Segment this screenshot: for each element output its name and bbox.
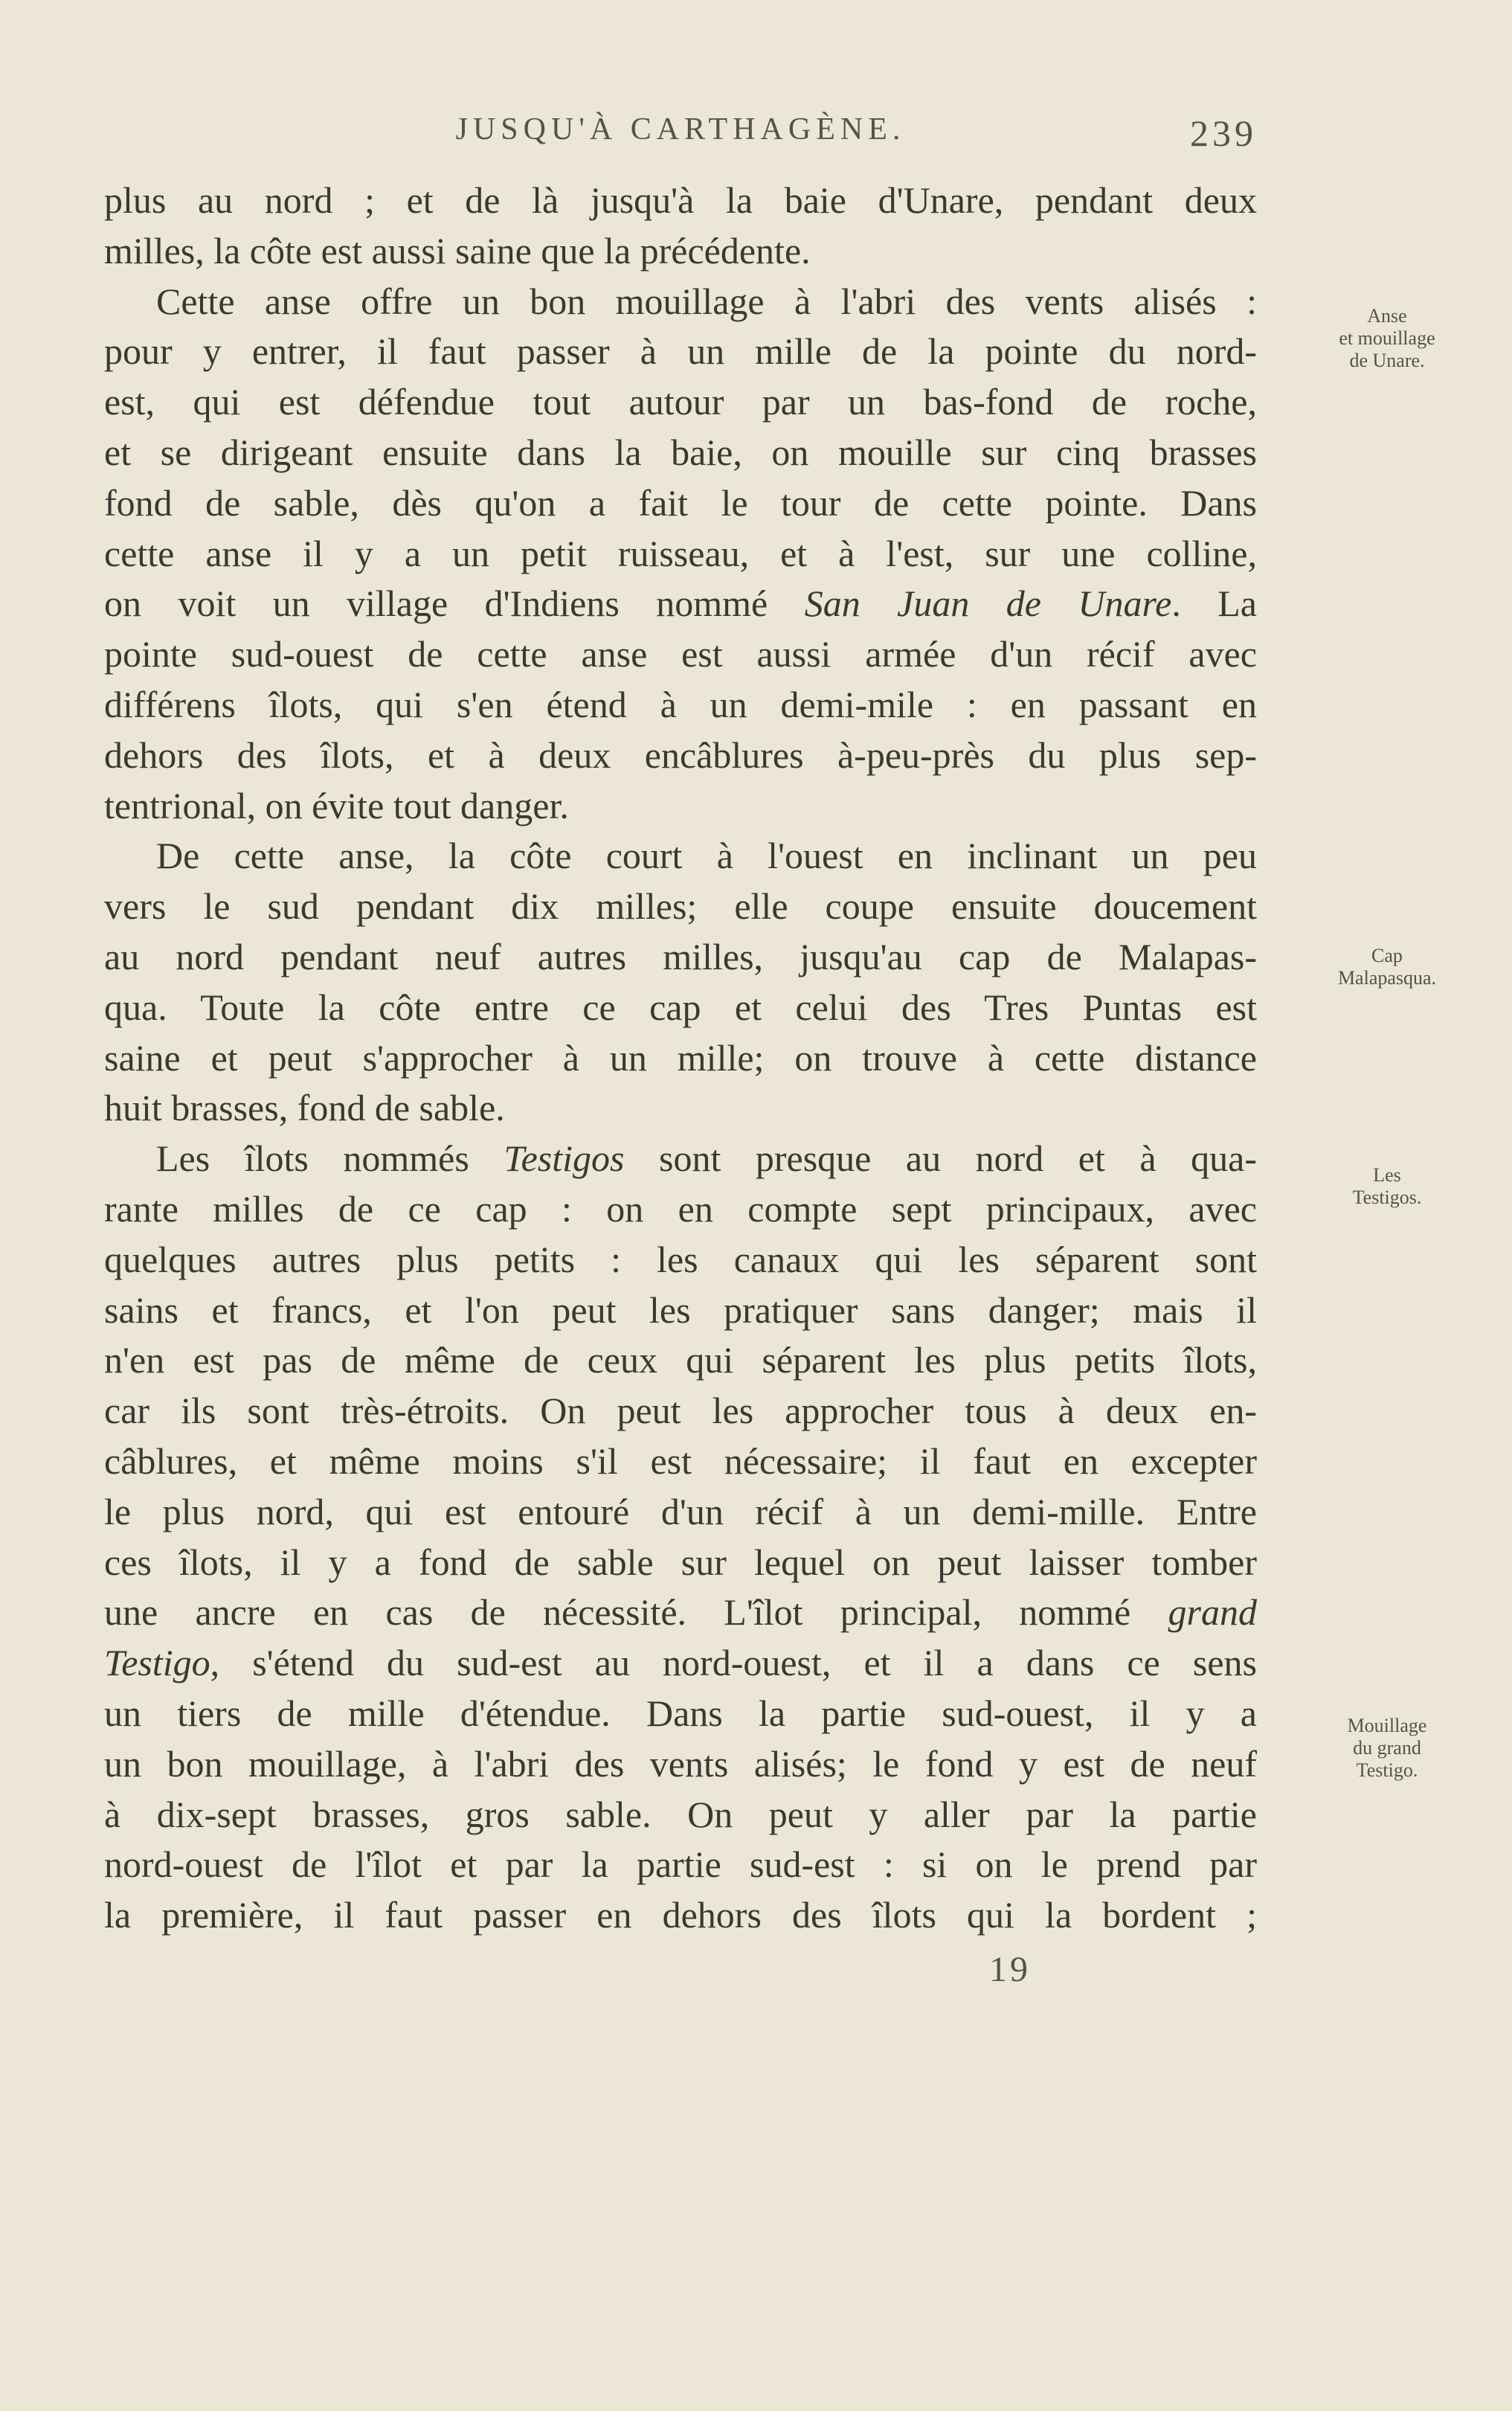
text-line [104,629,1257,680]
text-segment: le plus nord, qui est entouré d'un récif à un demi-mille. Entre [104,1490,1257,1532]
text-line [104,781,1257,832]
text-line [104,1638,1257,1689]
text-segment: De cette anse, la côte court à l'ouest en inclinant un peu [156,835,1257,877]
text-segment: Les îlots nommés [156,1137,504,1180]
text-line [104,327,1257,377]
text-line [104,1335,1257,1386]
text-line [104,731,1257,781]
text-segment: sains et francs, et l'on peut les pratiquer sans danger; mais il [104,1288,1257,1331]
margin-note [1268,945,1506,989]
text-line [104,1587,1257,1638]
text-line [104,428,1257,478]
page-number: 239 [1190,112,1257,154]
text-line [104,680,1257,731]
text-line [104,983,1257,1033]
text-line [104,1689,1257,1739]
text-line [104,932,1257,983]
margin-note-line: Testigo. [1356,1759,1418,1781]
text-line [104,1739,1257,1790]
text-line [104,1285,1257,1336]
text-line [104,1436,1257,1487]
text-segment: au nord pendant neuf autres milles, jusqu'au cap de Malapas- [104,935,1257,977]
margin-note-line: et mouillage [1339,327,1435,349]
text-segment: câblures, et même moins s'il est nécessaire; il faut en excepter [104,1439,1257,1482]
text-segment: Cette anse offre un bon mouillage à l'abri des vents alisés : [156,280,1257,322]
text-line [104,1184,1257,1235]
text-line [104,377,1257,428]
text-segment: saine et peut s'approcher à un mille; on trouve à cette distance [104,1036,1257,1079]
text-line [104,529,1257,580]
text-segment: sont presque au nord et à qua- [624,1137,1257,1180]
margin-note-line: Anse [1367,305,1407,327]
text-segment: nord-ouest de l'îlot et par la partie sud-est : si on le prend par [104,1843,1257,1886]
text-segment: plus au nord ; et de là jusqu'à la baie d'Unare, pendant deux [104,179,1257,221]
margin-note-line: Testigos. [1352,1187,1422,1208]
italic-text: San Juan de Unare [804,582,1172,625]
text-line [104,226,1257,277]
text-line [104,1538,1257,1588]
text-segment: tentrional, on évite tout danger. [104,784,569,826]
text-segment: rante milles de ce cap : on en compte sept principaux, avec [104,1187,1257,1230]
margin-note-line: Mouillage [1347,1715,1427,1736]
text-segment: un bon mouillage, à l'abri des vents alisés; le fond y est de neuf [104,1742,1257,1785]
text-line [104,1033,1257,1084]
italic-text: Testigo [104,1642,210,1684]
text-segment: dehors des îlots, et à deux encâblures à-peu-près du plus sep- [104,733,1257,776]
text-segment: est, qui est défendue tout autour par un bas-fond de roche, [104,381,1257,423]
body-text [104,176,1257,1941]
margin-note-line: Cap [1371,945,1403,966]
text-line [104,1235,1257,1285]
text-line [104,1134,1257,1184]
text-line [104,579,1257,629]
margin-note [1268,305,1506,372]
text-line [104,176,1257,226]
text-line [104,1790,1257,1840]
text-line [104,882,1257,932]
text-line [104,831,1257,882]
text-segment: et se dirigeant ensuite dans la baie, on mouille sur cinq brasses [104,431,1257,473]
text-line [104,1386,1257,1436]
text-line [104,277,1257,327]
text-segment: vers le sud pendant dix milles; elle coupe ensuite doucement [104,885,1257,928]
margin-note-line: du grand [1353,1737,1421,1759]
margin-note-line: Les [1373,1164,1401,1186]
margin-note-line: de Unare. [1349,350,1425,371]
signature-mark: 19 [989,1950,1031,1989]
text-segment: fond de sable, dès qu'on a fait le tour de cette pointe. Dans [104,481,1257,524]
text-segment: qua. Toute la côte entre ce cap et celui des Tres Puntas est [104,986,1257,1028]
text-segment: pour y entrer, il faut passer à un mille de la pointe du nord- [104,330,1257,373]
text-segment: une ancre en cas de nécessité. L'îlot principal, nommé [104,1591,1168,1634]
text-segment: cette anse il y a un petit ruisseau, et à l'est, sur une colline, [104,532,1257,574]
text-segment: ces îlots, il y a fond de sable sur lequel on peut laisser tomber [104,1541,1257,1583]
margin-note [1268,1715,1506,1782]
text-segment: à dix-sept brasses, gros sable. On peut y aller par la partie [104,1793,1257,1835]
text-line [104,1083,1257,1134]
page-header [104,112,1257,164]
text-segment: . La [1171,582,1257,625]
text-segment: car ils sont très-étroits. On peut les approcher tous à deux en- [104,1390,1257,1432]
text-segment: la première, il faut passer en dehors des îlots qui la bordent ; [104,1894,1257,1936]
text-segment: quelques autres plus petits : les canaux qui les séparent sont [104,1238,1257,1280]
italic-text: grand [1168,1591,1257,1634]
text-segment: pointe sud-ouest de cette anse est aussi armée d'un récif avec [104,633,1257,675]
text-segment: différens îlots, qui s'en étend à un demi-mile : en passant en [104,683,1257,725]
margin-note [1268,1164,1506,1209]
text-segment: n'en est pas de même de ceux qui séparent les plus petits îlots, [104,1339,1257,1381]
text-segment: , s'étend du sud-est au nord-ouest, et il a dans ce sens [210,1642,1257,1684]
text-segment: un tiers de mille d'étendue. Dans la partie sud-ouest, il y a [104,1692,1257,1734]
text-line [104,1890,1257,1941]
text-line [104,1840,1257,1890]
margin-note-line: Malapasqua. [1337,967,1437,989]
text-line [104,1487,1257,1538]
text-segment: huit brasses, fond de sable. [104,1087,505,1129]
text-segment: on voit un village d'Indiens nommé [104,582,805,625]
text-line [104,478,1257,529]
running-head: JUSQU'À CARTHAGÈNE. [455,112,906,147]
italic-text: Testigos [504,1137,625,1180]
text-segment: milles, la côte est aussi saine que la précédente. [104,229,811,272]
